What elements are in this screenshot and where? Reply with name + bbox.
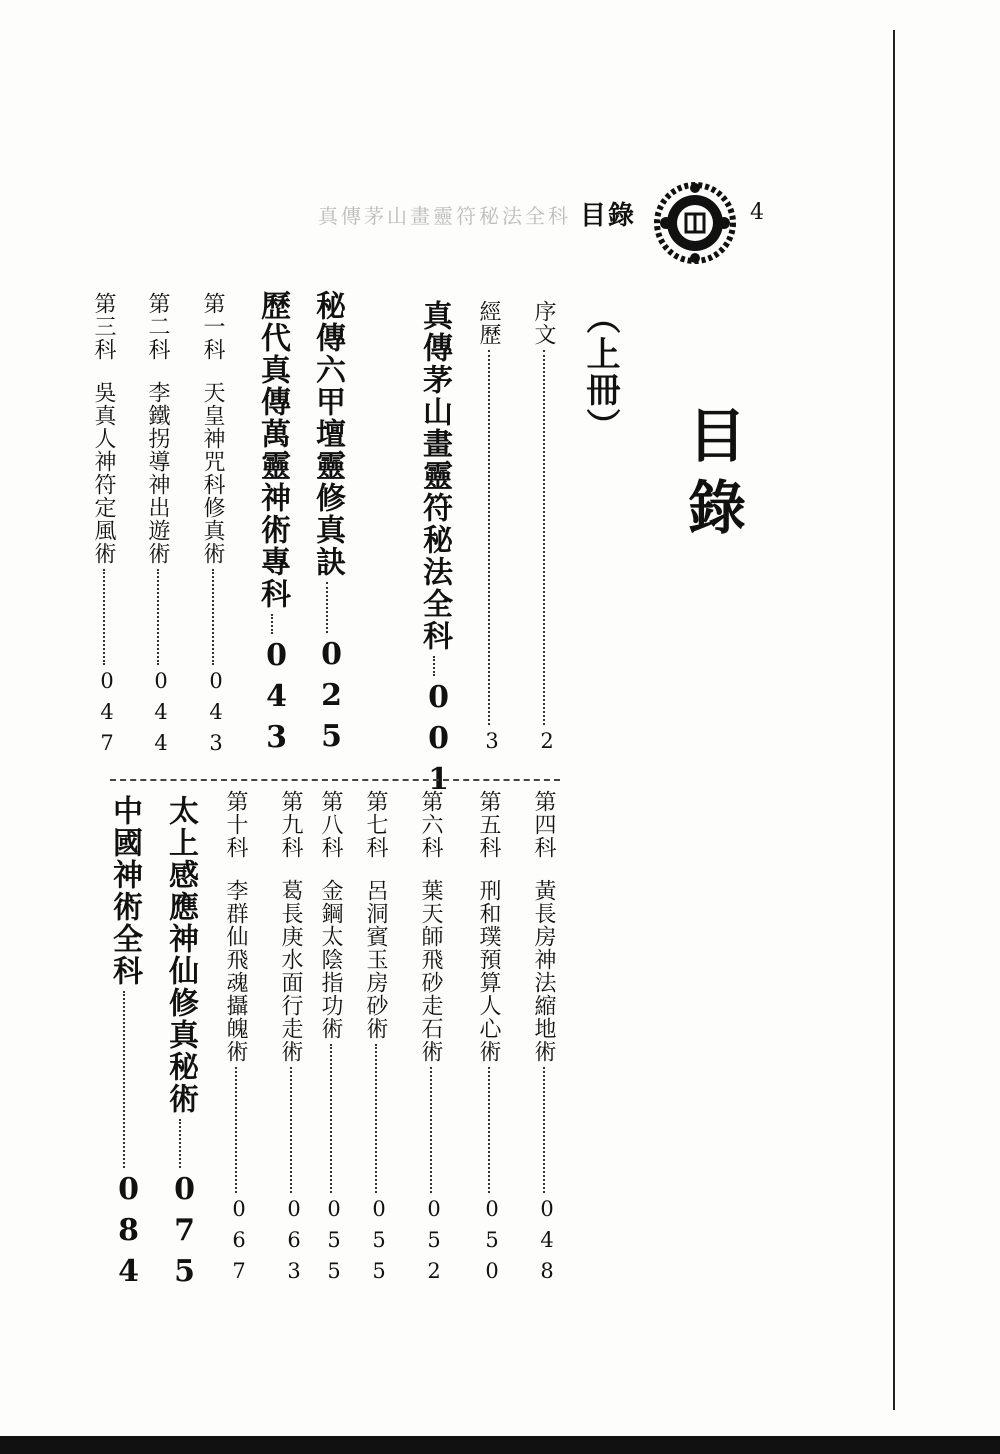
- page-title: 目錄: [678, 405, 746, 549]
- leader-dots: [326, 582, 328, 633]
- leader-dots: [488, 350, 490, 725]
- leader-dots: [543, 350, 545, 725]
- item-page: 067: [227, 1197, 251, 1290]
- item-label: 呂洞賓玉房砂術: [363, 879, 388, 1040]
- section-page: 001: [421, 680, 456, 803]
- scan-bottom-border: [0, 1436, 1000, 1454]
- section-title: 太上感應神仙修真秘術: [163, 795, 198, 1115]
- page-edge-line: [893, 30, 895, 1410]
- entry-label: 經歷: [476, 300, 501, 346]
- toc-item-10: [220, 790, 251, 1290]
- toc-entry-preface: [528, 300, 559, 760]
- faded-bleed-text: 真傳茅山畫靈符秘法全科: [318, 204, 571, 226]
- leader-dots: [157, 569, 159, 665]
- item-label: 黃長房神法縮地術: [531, 879, 556, 1063]
- toc-item-8: [315, 790, 346, 1290]
- toc-item-5: [473, 790, 504, 1290]
- leader-dots: [375, 1044, 377, 1193]
- leader-dots: [430, 1067, 432, 1193]
- toc-section-5: [102, 795, 146, 1295]
- leader-dots: [330, 1044, 332, 1193]
- toc-item-6: [415, 790, 446, 1290]
- leader-dots: [488, 1067, 490, 1193]
- toc-item-7: [360, 790, 391, 1290]
- item-page: 050: [480, 1197, 504, 1290]
- item-ke: 第四科: [531, 790, 556, 859]
- toc-section-3: [250, 290, 294, 760]
- section-page: 075: [167, 1172, 202, 1295]
- toc-section-1: [412, 300, 456, 803]
- toc-section-2: [305, 290, 349, 760]
- leader-dots: [271, 614, 273, 634]
- item-ke: 第二科: [145, 292, 170, 361]
- item-ke: 第一科: [200, 292, 225, 361]
- leader-dots: [543, 1067, 545, 1193]
- item-page: 047: [95, 669, 119, 762]
- item-page: 063: [282, 1197, 306, 1290]
- section-title: 歷代真傳萬靈神術專科: [255, 290, 290, 610]
- item-page: 052: [422, 1197, 446, 1290]
- item-ke: 第三科: [91, 292, 116, 361]
- item-page: 048: [535, 1197, 559, 1290]
- item-label: 刑和璞預算人心術: [476, 879, 501, 1063]
- item-ke: 第七科: [363, 790, 388, 859]
- volume-label: （上冊）: [580, 300, 620, 444]
- toc-item-2: [142, 292, 173, 762]
- item-label: 李鐵拐導神出遊術: [145, 381, 170, 565]
- leader-dots: [212, 569, 214, 665]
- item-label: 葉天師飛砂走石術: [418, 879, 443, 1063]
- toc-item-1: [197, 292, 228, 762]
- block-divider: [110, 779, 560, 781]
- item-label: 金鋼太陰指功術: [318, 879, 343, 1040]
- toc-item-4: [528, 790, 559, 1290]
- item-page: 055: [322, 1197, 346, 1290]
- running-head-title: 目錄: [580, 201, 637, 231]
- leader-dots: [123, 991, 125, 1168]
- leader-dots: [179, 1119, 181, 1168]
- leader-dots: [433, 656, 435, 676]
- item-page: 055: [367, 1197, 391, 1290]
- section-title: 真傳茅山畫靈符秘法全科: [417, 300, 452, 652]
- item-label: 天皇神咒科修真術: [200, 381, 225, 565]
- section-title: 秘傳六甲壇靈修真訣: [310, 290, 345, 578]
- entry-label: 序文: [531, 300, 556, 346]
- item-page: 044: [149, 669, 173, 762]
- item-label: 葛長庚水面行走術: [278, 879, 303, 1063]
- item-ke: 第八科: [318, 790, 343, 859]
- item-ke: 第九科: [278, 790, 303, 859]
- item-label: 吳真人神符定風術: [91, 381, 116, 565]
- item-ke: 第十科: [223, 790, 248, 859]
- item-ke: 第六科: [418, 790, 443, 859]
- toc-section-4: [158, 795, 202, 1295]
- toc-item-3: [88, 292, 119, 762]
- entry-page: 3: [480, 729, 504, 760]
- section-page: 084: [111, 1172, 146, 1295]
- entry-page: 2: [535, 729, 559, 760]
- leader-dots: [290, 1067, 292, 1193]
- running-head-page-number: 4: [750, 200, 766, 225]
- section-title: 中國神術全科: [107, 795, 142, 987]
- leader-dots: [103, 569, 105, 665]
- toc-item-9: [275, 790, 306, 1290]
- item-ke: 第五科: [476, 790, 501, 859]
- item-label: 李群仙飛魂攝魄術: [223, 879, 248, 1063]
- section-page: 043: [259, 638, 294, 761]
- toc-entry-experience: [473, 300, 504, 760]
- leader-dots: [235, 1067, 237, 1193]
- section-page: 025: [314, 637, 349, 760]
- item-page: 043: [204, 669, 228, 762]
- ornament-emblem-icon: [652, 180, 738, 266]
